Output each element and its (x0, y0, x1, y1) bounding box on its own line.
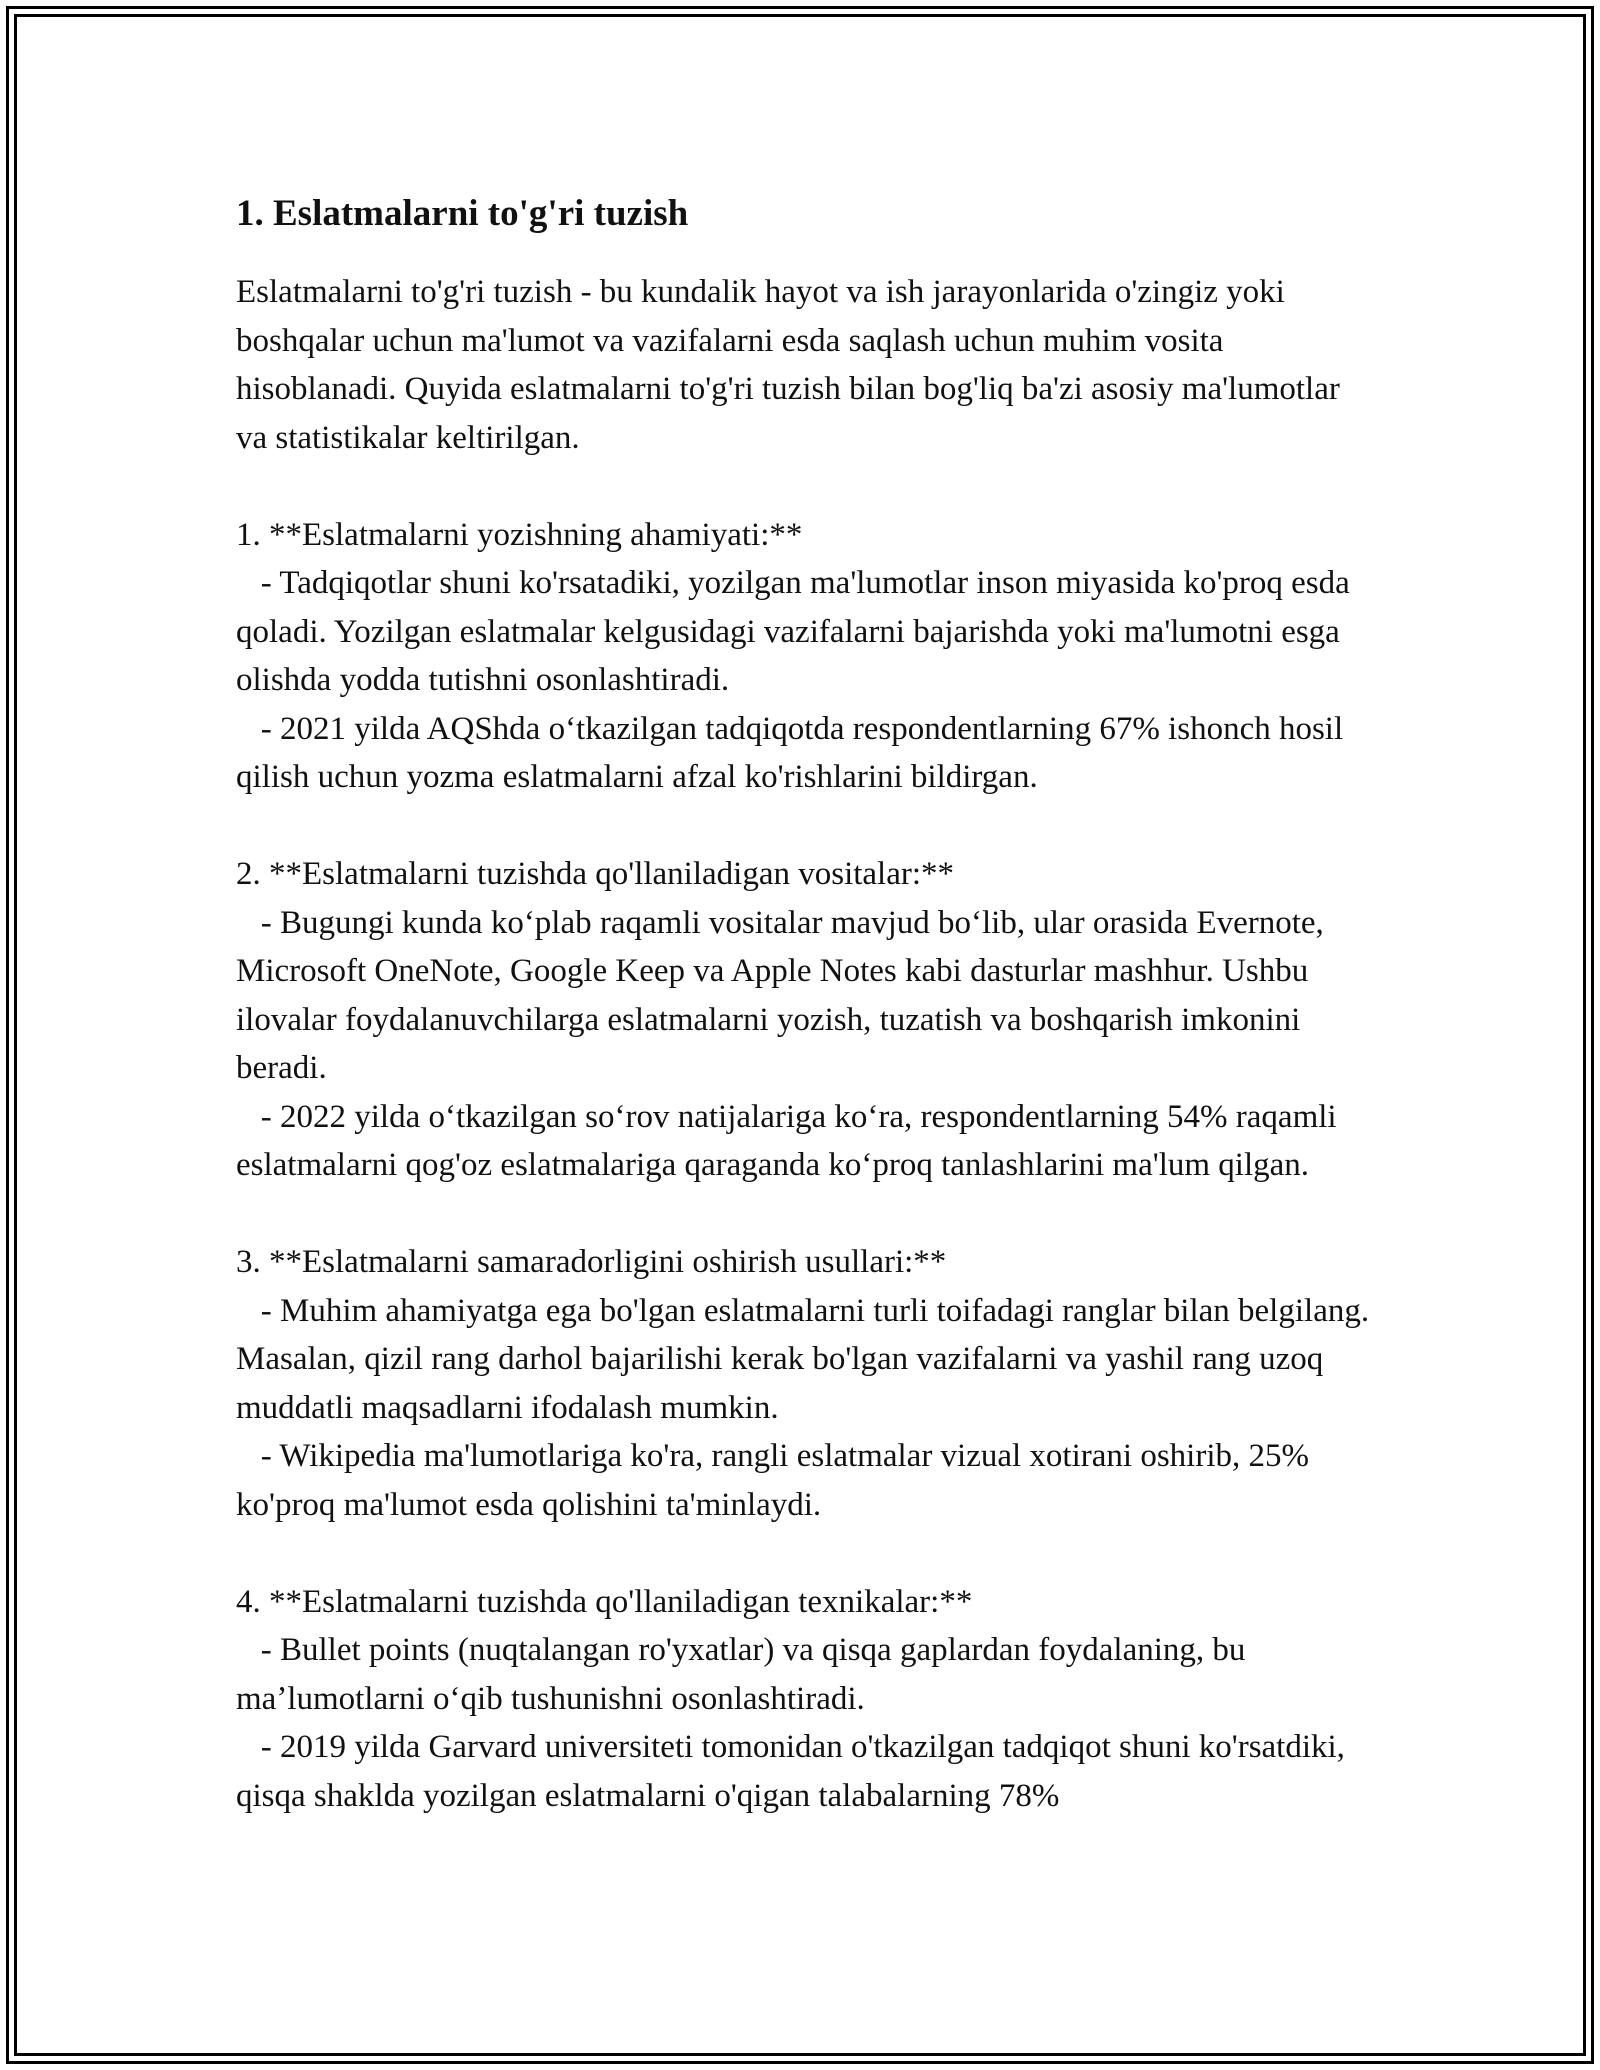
section-heading: 4. **Eslatmalarni tuzishda qo'llaniladigan texnikalar:** (236, 1583, 973, 1620)
section-2 (236, 850, 1376, 1190)
paragraph-gap (236, 462, 1376, 511)
section-heading: 2. **Eslatmalarni tuzishda qo'llaniladigan vositalar:** (236, 856, 955, 892)
section-bullet: - 2022 yilda oʻtkazilgan soʻrov natijalariga koʻra, respondentlarning 54% raqamli eslatmalarni qog'oz eslatmalariga qaraganda koʻproq tanlashlarini ma'lum qilgan. (236, 1098, 1345, 1183)
section-bullet: - 2019 yilda Garvard universiteti tomonidan o'tkazilgan tadqiqot shuni ko'rsatdiki, qisqa shaklda yozilgan eslatmalarni o'qigan talabalarning 78% (236, 1729, 1354, 1814)
intro-paragraph: Eslatmalarni to'g'ri tuzish - bu kundalik hayot va ish jarayonlarida o'zingiz yoki boshqalar uchun ma'lumot va vazifalarni esda saqlash uchun muhim vosita hisoblanadi. Quyida eslatmalarni to'g'ri tuzish bilan bog'liq ba'zi asosiy ma'lumotlar va statistikalar keltirilgan. (236, 274, 1349, 456)
document-title: 1. Eslatmalarni to'g'ri tuzish (236, 193, 689, 234)
section-bullet: - Wikipedia ma'lumotlariga ko'ra, rangli eslatmalar vizual xotirani oshirib, 25% ko'proq ma'lumot esda qolishini ta'minlaydi. (236, 1438, 1318, 1523)
section-heading: 1. **Eslatmalarni yozishning ahamiyati:** (236, 516, 803, 553)
paragraph-gap (236, 802, 1376, 851)
section-1 (236, 511, 1376, 802)
section-bullet: - Muhim ahamiyatga ega bo'lgan eslatmalarni turli toifadagi ranglar bilan belgilang. Masalan, qizil rang darhol bajarilishi kerak bo'lgan vazifalarni va yashil rang uzoq muddatli maqsadlarni ifodalash mumkin. (236, 1292, 1378, 1426)
section-bullet: - Bullet points (nuqtalangan ro'yxatlar) va qisqa gaplardan foydalaning, bu maʼlumotlarni oʻqib tushunishni osonlashtiradi. (236, 1632, 1254, 1717)
section-bullet: - Bugungi kunda koʻplab raqamli vositalar mavjud boʻlib, ular orasida Evernote, Microsoft OneNote, Google Keep va Apple Notes kabi dasturlar mashhur. Ushbu ilovalar foydalanuvchilarga eslatmalarni yozish, tuzatish va boshqarish imkonini beradi. (236, 904, 1333, 1086)
section-bullet: - Tadqiqotlar shuni ko'rsatadiki, yozilgan ma'lumotlar inson miyasida ko'proq esda qoladi. Yozilgan eslatmalar kelgusidagi vazifalarni bajarishda yoki ma'lumotni esga olishda yodda tutishni osonlashtiradi. (236, 565, 1359, 698)
document-body (236, 188, 1376, 1820)
section-4 (236, 1578, 1376, 1821)
paragraph-gap (236, 1190, 1376, 1239)
section-3 (236, 1238, 1376, 1529)
paragraph-gap (236, 1529, 1376, 1578)
section-heading: 3. **Eslatmalarni samaradorligini oshirish usullari:** (236, 1244, 947, 1280)
section-bullet: - 2021 yilda AQShda oʻtkazilgan tadqiqotda respondentlarning 67% ishonch hosil qilish uchun yozma eslatmalarni afzal ko'rishlarini bildirgan. (236, 710, 1352, 795)
